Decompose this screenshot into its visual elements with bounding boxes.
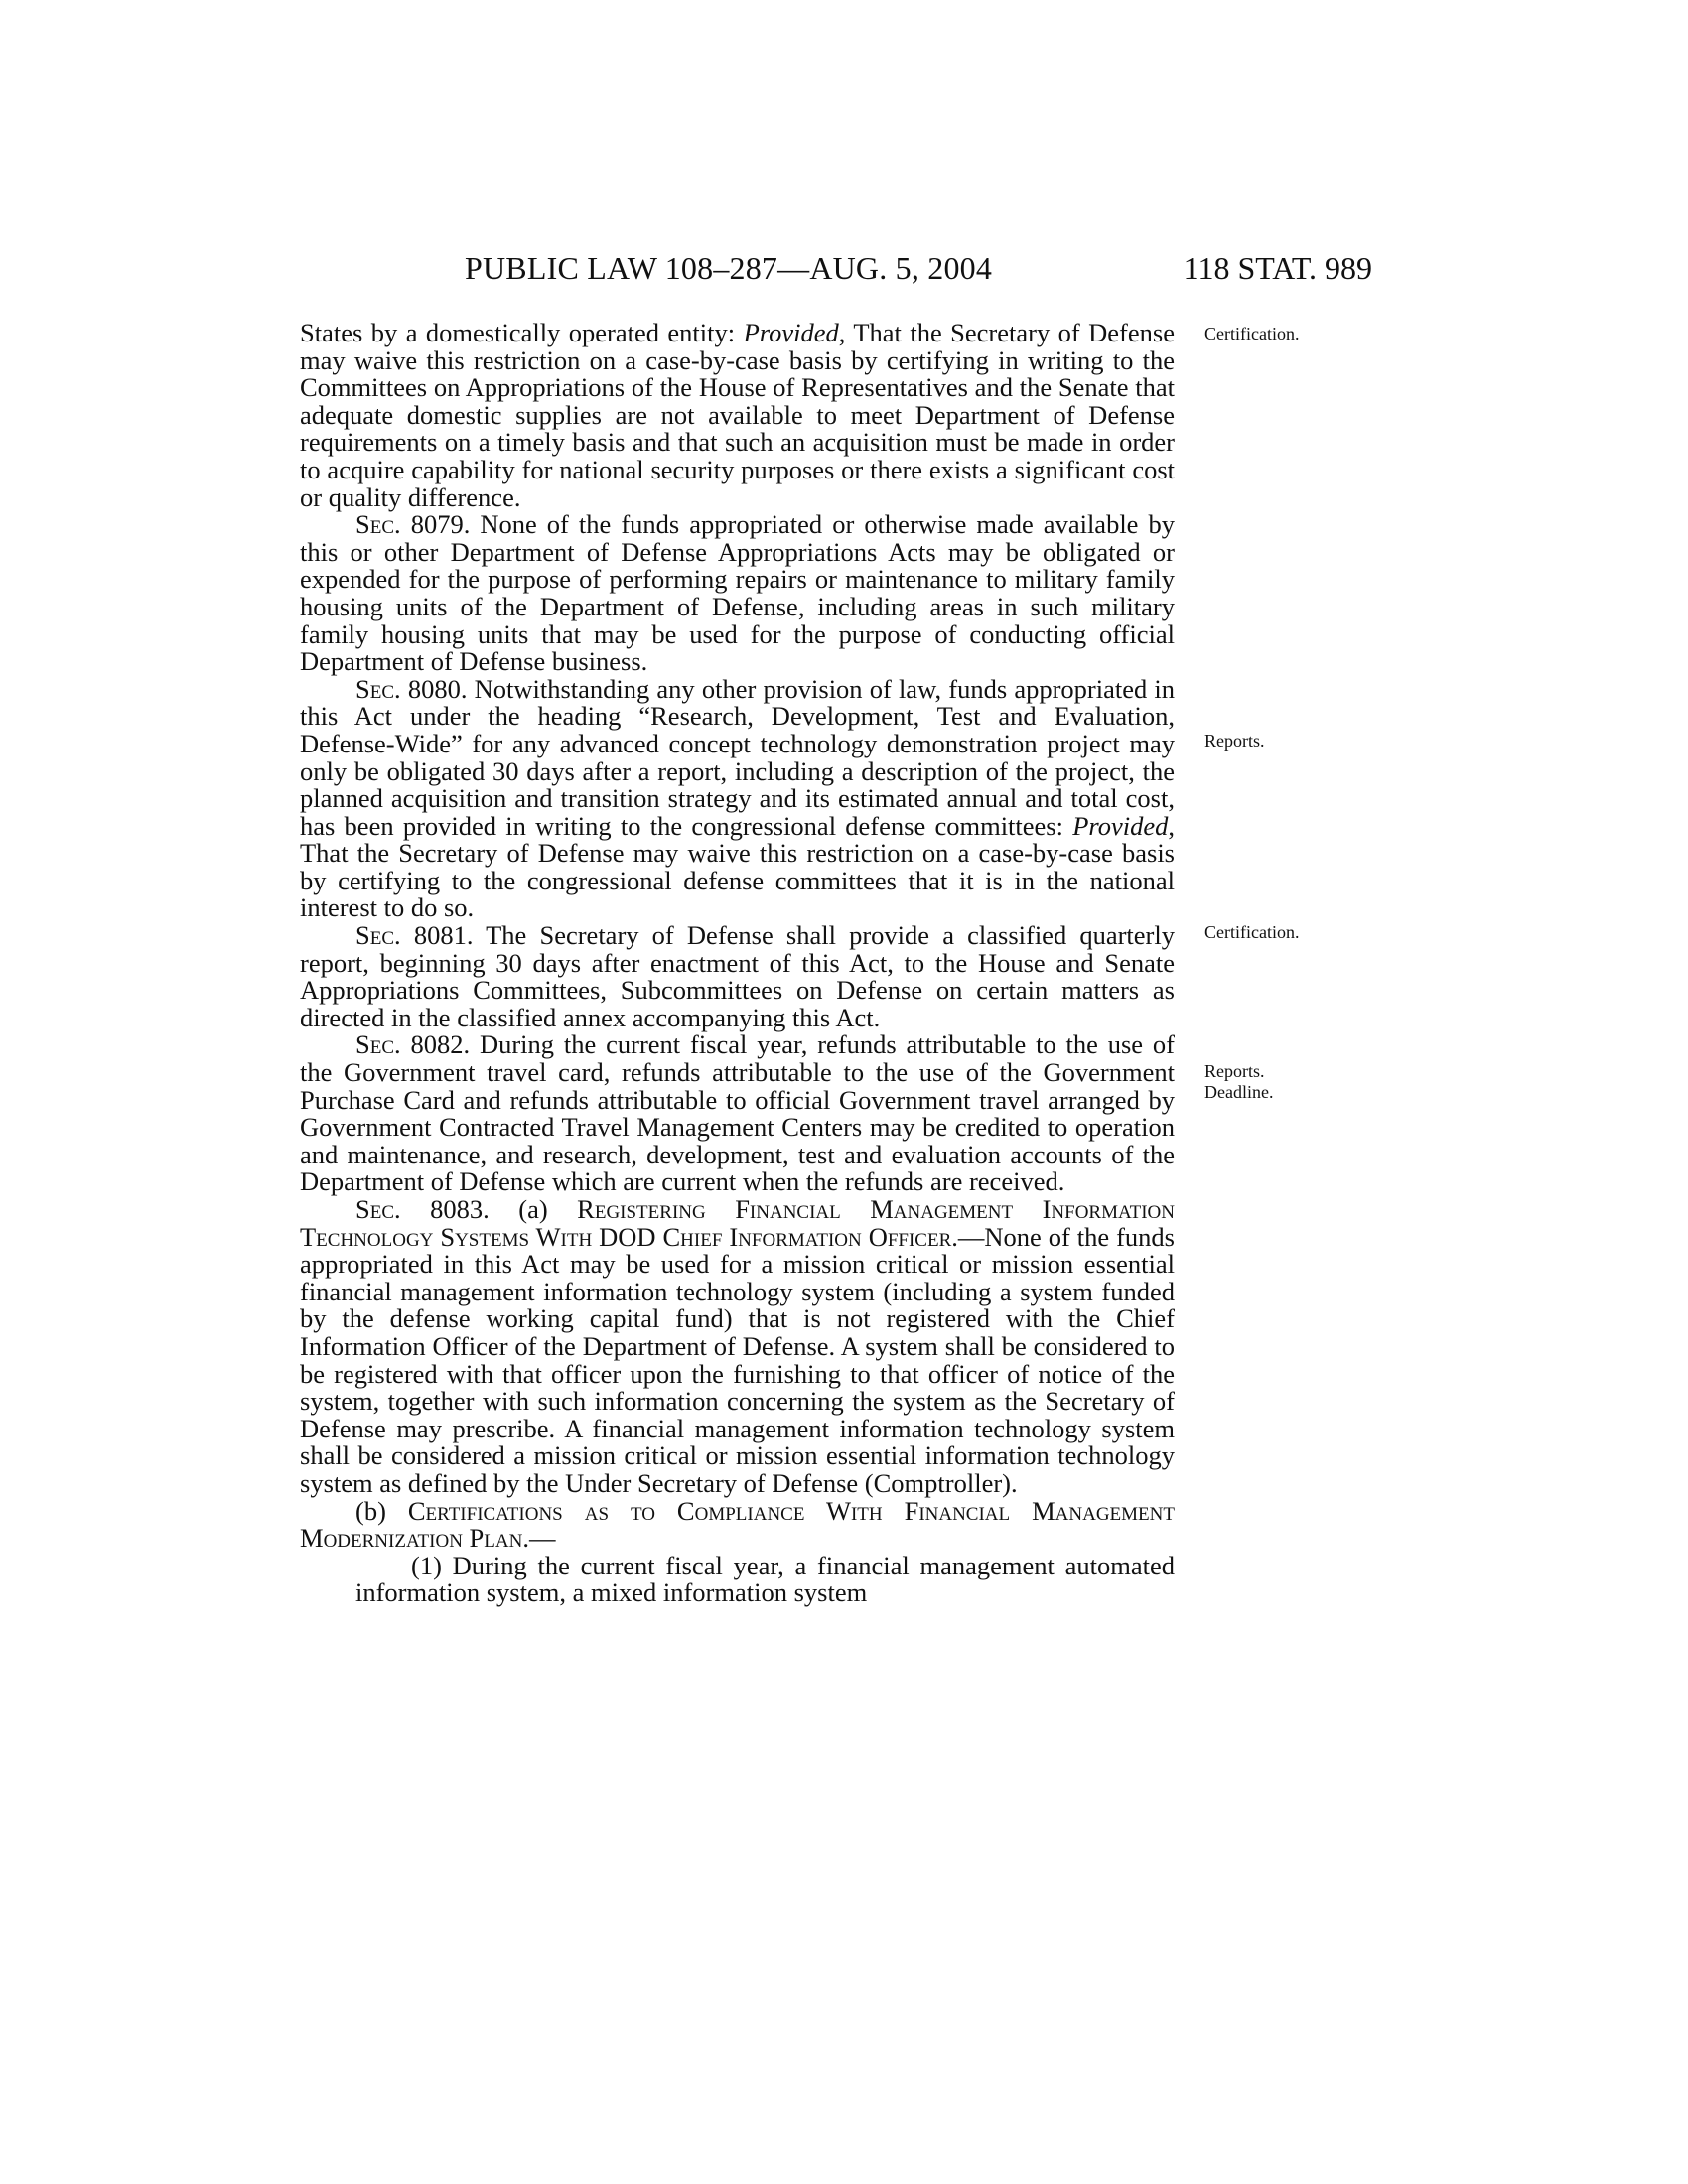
paragraph-continuation: States by a domestically operated entity: Provided, That the Secretary of Defense may waive this restriction on a case-by-case basis by certifying in writing to the Committees on Appropriations of the House of Representatives and the Senate that adequate domestic supplies are not available to meet Department of Defense requirements on a timely basis and that such an acquisition must be made in order to acquire capability for national security purposes or there exists a significant cost or quality difference. <box>300 318 1175 512</box>
section-8080: Sec. 8080. Notwithstanding any other provision of law, funds appropriated in this Act under the heading “Research, Development, Test and Evaluation, Defense-Wide” for any advanced concept technology demonstration project may only be obligated 30 days after a report, including a description of the project, the planned acquisition and transition strategy and its estimated annual and total cost, has been provided in writing to the congressional defense committees: Provided, That the Secretary of Defense may waive this restriction on a case-by-case basis by certifying to the congressional defense committees that it is in the national interest to do so. <box>300 673 1175 923</box>
section-8081: Sec. 8081. The Secretary of Defense shall provide a classified quarterly report, beginning 30 days after enactment of this Act, to the House and Senate Appropriations Committees, Subcommittees on Defense on certain matters as directed in the classified annex accompanying this Act. <box>300 920 1175 1032</box>
body-text <box>300 320 1175 1607</box>
section-8082: Sec. 8082. During the current fiscal year, refunds attributable to the use of the Government travel card, refunds attributable to the use of the Government Purchase Card and refunds attributable to official Government travel arranged by Government Contracted Travel Management Centers may be credited to operation and maintenance, and research, development, test and evaluation accounts of the Department of Defense which are current when the refunds are received. <box>300 1029 1175 1197</box>
margin-note-reports: Reports. <box>1204 731 1265 751</box>
page-header <box>300 250 1372 290</box>
sec-label: Sec. <box>355 920 401 951</box>
margin-note-reports: Reports. <box>1204 1061 1265 1081</box>
margin-note-certification: Certification. <box>1204 922 1300 942</box>
section-8083: Sec. 8083. (a) Registering Financial Management Information Technology Systems With DOD Chief Information Officer.—None of the funds appropriated in this Act may be used for a mission critical or mission essential financial management information technology system (including a system funded by the defense working capital fund) that is not registered with the Chief Information Officer of the Department of Defense. A system shall be considered to be registered with that officer upon the furnishing to that officer of notice of the system, together with such information concerning the system as the Secretary of Defense may prescribe. A financial management information technology system shall be considered a mission critical or mission essential information technology system as defined by the Under Secretary of Defense (Comptroller). <box>300 1194 1175 1498</box>
margin-note-certification: Certification. <box>1204 324 1300 343</box>
statute-page-number: 118 STAT. 989 <box>1183 250 1372 286</box>
subsection-heading: Registering Financial Management Information Technology Systems With DOD Chief Information Officer. <box>300 1194 1175 1252</box>
sec-label: Sec. <box>355 1029 401 1060</box>
page-title: PUBLIC LAW 108–287—AUG. 5, 2004 <box>465 250 993 286</box>
subsection-heading: Certifications as to Compliance With Financial Management Modernization Plan. <box>300 1495 1175 1554</box>
sec-label: Sec. <box>355 509 401 540</box>
sec-label: Sec. <box>355 673 401 704</box>
subsection-b: (b) Certifications as to Compliance With Financial Management Modernization Plan.— <box>300 1495 1175 1554</box>
provided-italic: Provided <box>743 318 839 347</box>
margin-note-deadline: Deadline. <box>1204 1082 1274 1102</box>
sec-label: Sec. <box>355 1194 401 1224</box>
section-8079: Sec. 8079. None of the funds appropriated or otherwise made available by this or other Department of Defense Appropriations Acts may be obligated or expended for the purpose of performing repairs or maintenance to military family housing units of the Department of Defense, including areas in such military family housing units that may be used for the purpose of conducting official Department of Defense business. <box>300 509 1175 677</box>
paragraph-1: (1) During the current fiscal year, a financial management automated information system, a mixed information system <box>355 1550 1175 1608</box>
provided-italic: Provided <box>1072 810 1169 841</box>
